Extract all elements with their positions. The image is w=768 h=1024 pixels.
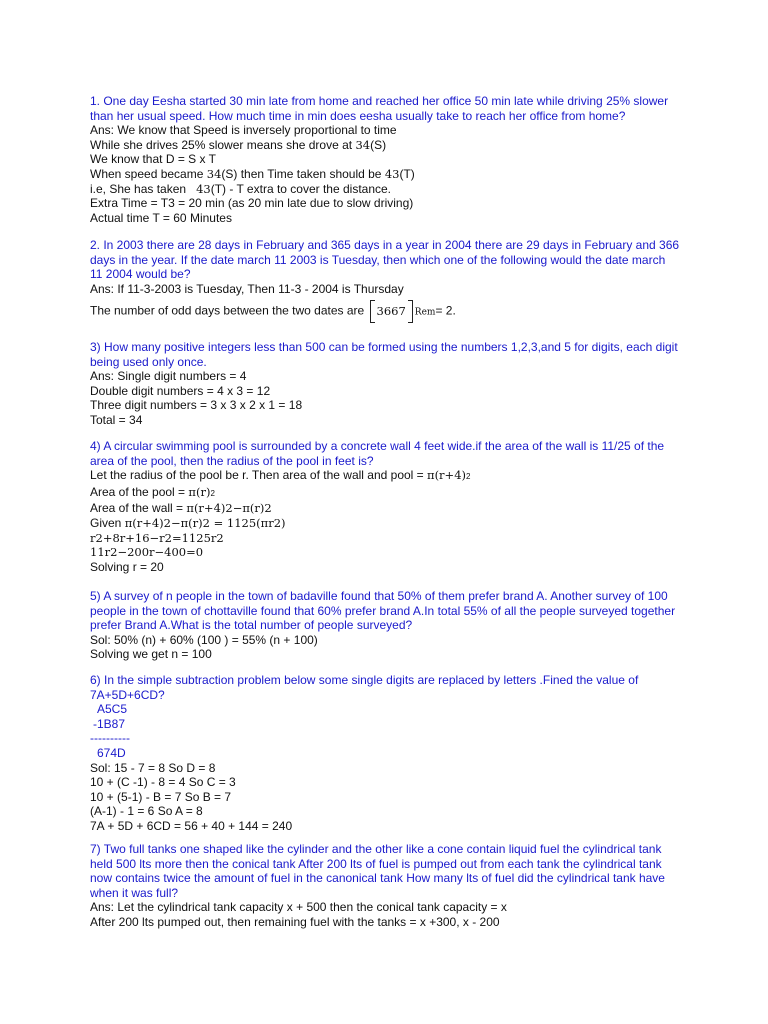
q3-answer-line-4: Total = 34 bbox=[90, 412, 143, 427]
q6-problem-line-2: -1B87 bbox=[93, 716, 126, 731]
q5-answer-line-2: Solving we get n = 100 bbox=[90, 647, 212, 662]
q5-answer-line-1: Sol: 50% (n) + 60% (100 ) = 55% (n + 100) bbox=[90, 632, 318, 647]
q4-answer-line-6: 11r2−200r−400=0 bbox=[90, 545, 204, 560]
q7-answer-line-1: Ans: Let the cylindrical tank capacity x + 500 then the conical tank capacity = x bbox=[90, 900, 507, 915]
floor-bracket: 3667 bbox=[370, 300, 413, 323]
q6-problem-divider: ---------- bbox=[90, 731, 130, 746]
question-2-text: 2. In 2003 there are 28 days in February and 365 days in a year in 2004 there are 29 days in February and 366 days in the year. If the date march 11 2003 is Tuesday, then which one of the following would the date march 11 2004 would be? bbox=[90, 238, 680, 282]
question-1 bbox=[90, 94, 680, 225]
q1-answer-line-6: Extra Time = T3 = 20 min (as 20 min late due to slow driving) bbox=[90, 196, 414, 211]
q3-answer-line-3: Three digit numbers = 3 x 3 x 2 x 1 = 18 bbox=[90, 398, 303, 413]
q1-answer-line-4: When speed became 34(S) then Time taken should be 43(T) bbox=[90, 166, 415, 181]
question-3-text: 3) How many positive integers less than 500 can be formed using the numbers 1,2,3,and 5 for digits, each digit being used only once. bbox=[90, 340, 678, 369]
q4-answer-line-2: Area of the pool = π(r)2 bbox=[90, 484, 215, 499]
question-1-text: 1. One day Eesha started 30 min late from home and reached her office 50 min late while driving 25% slower than her usual speed. How much time in min does eesha usually take to reach her office from home? bbox=[90, 94, 669, 123]
question-7 bbox=[90, 842, 680, 930]
q4-answer-line-5: r2+8r+16−r2=1125r2 bbox=[90, 530, 224, 545]
q6-answer-line-1: Sol: 15 - 7 = 8 So D = 8 bbox=[90, 760, 216, 775]
question-4-text: 4) A circular swimming pool is surrounded by a concrete wall 4 feet wide.if the area of the wall is 11/25 of the area of the pool, then the radius of the pool in feet is? bbox=[90, 439, 665, 468]
q4-answer-line-3: Area of the wall = π(r+4)2−π(r)2 bbox=[90, 501, 272, 516]
question-4 bbox=[90, 439, 680, 574]
q1-answer-line-1: Ans: We know that Speed is inversely proportional to time bbox=[90, 123, 397, 138]
q3-answer-line-2: Double digit numbers = 4 x 3 = 12 bbox=[90, 383, 271, 398]
q7-answer-line-2: After 200 lts pumped out, then remaining fuel with the tanks = x +300, x - 200 bbox=[90, 914, 500, 929]
question-3 bbox=[90, 340, 680, 428]
q6-answer-line-5: 7A + 5D + 6CD = 56 + 40 + 144 = 240 bbox=[90, 818, 293, 833]
q2-answer-line-2: The number of odd days between the two dates are 3667 Rem= 2. bbox=[90, 300, 680, 323]
q6-answer-line-3: 10 + (5-1) - B = 7 So B = 7 bbox=[90, 789, 232, 804]
question-5-text: 5) A survey of n people in the town of badaville found that 50% of them prefer brand A. Another survey of 100 people in the town of chottaville found that 60% prefer brand A.In total 55% of all the people surveyed together prefer Brand A.What is the total number of people surveyed? bbox=[90, 589, 676, 633]
question-6-text: 6) In the simple subtraction problem below some single digits are replaced by letters .Fined the value of 7A+5D+6CD? bbox=[90, 673, 639, 702]
q6-problem-line-4: 674D bbox=[97, 745, 126, 760]
question-6 bbox=[90, 673, 680, 834]
q4-answer-line-1: Let the radius of the pool be r. Then area of the wall and pool = π(r+4)2 bbox=[90, 468, 471, 483]
question-2 bbox=[90, 238, 680, 323]
q4-answer-line-7: Solving r = 20 bbox=[90, 559, 164, 574]
q6-problem-line-1: A5C5 bbox=[97, 702, 128, 717]
q2-answer-line-1: Ans: If 11-3-2003 is Tuesday, Then 11-3 - 2004 is Thursday bbox=[90, 281, 404, 296]
q1-answer-line-2: While she drives 25% slower means she drove at 34(S) bbox=[90, 137, 387, 152]
question-5 bbox=[90, 589, 680, 662]
question-7-text: 7) Two full tanks one shaped like the cylinder and the other like a cone contain liquid fuel the cylindrical tank held 500 lts more then the conical tank After 200 lts of fuel is pumped out from each tank the cylindrical tank now contains twice the amount of fuel in the canonical tank How many lts of fuel did the cylindrical tank have when it was full? bbox=[90, 842, 665, 900]
q1-answer-line-7: Actual time T = 60 Minutes bbox=[90, 210, 232, 225]
q1-answer-line-5: i.e, She has taken 43(T) - T extra to cover the distance. bbox=[90, 181, 392, 196]
q6-answer-line-2: 10 + (C -1) - 8 = 4 So C = 3 bbox=[90, 775, 236, 790]
q3-answer-line-1: Ans: Single digit numbers = 4 bbox=[90, 369, 247, 384]
q6-answer-line-4: (A-1) - 1 = 6 So A = 8 bbox=[90, 804, 203, 819]
q1-answer-line-3: We know that D = S x T bbox=[90, 152, 216, 167]
q4-answer-line-4: Given π(r+4)2−π(r)2 = 1125(πr2) bbox=[90, 515, 286, 530]
